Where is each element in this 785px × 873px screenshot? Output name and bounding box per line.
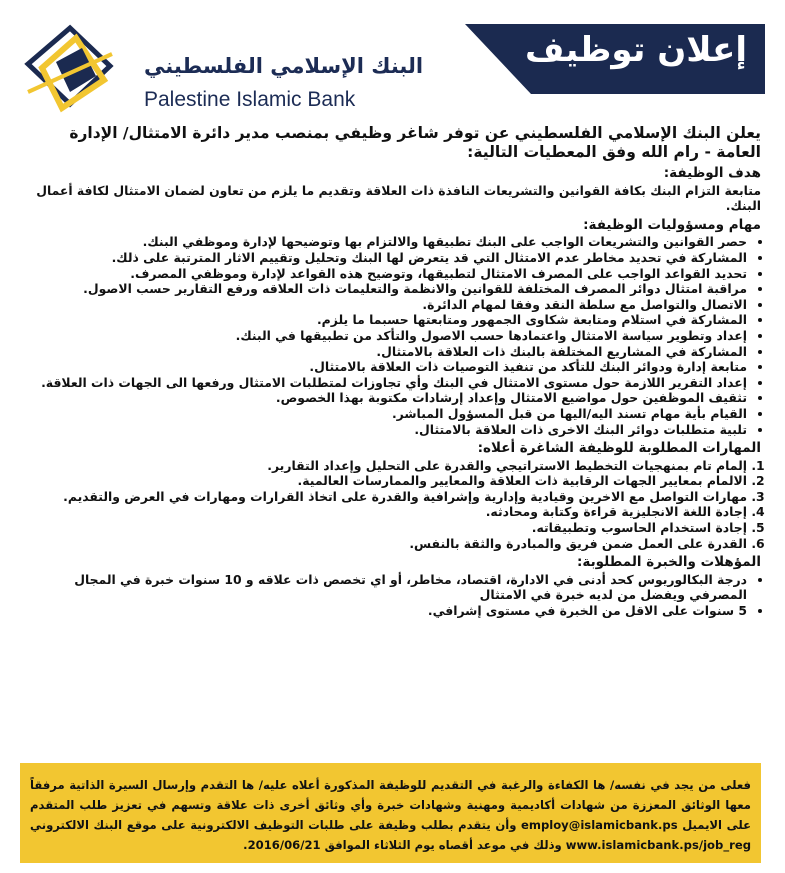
list-item: 5. إجادة استخدام الحاسوب وتطبيقاته. xyxy=(20,520,747,536)
list-item: • إعداد وتطوير سياسة الامتثال واعتمادها حسب الاصول والتأكد من تطبيقها في البنك. xyxy=(20,328,747,344)
list-item: • درجة البكالوريوس كحد أدنى في الادارة، اقتصاد، مخاطر، أو اي تخصص ذات علاقه و 10 سنوات خبرة في المجال المصرفي ويفضل من لديه خبرة في الامتثال xyxy=(20,572,747,603)
page-title: إعلان توظيف xyxy=(524,30,747,70)
bank-emblem-icon xyxy=(22,22,122,117)
list-item: • تثقيف الموظفين حول مواضيع الامتثال وإعداد إرشادات مكتوبة بهذا الخصوص. xyxy=(20,390,747,406)
list-item: • حصر القوانين والتشريعات الواجب على البنك تطبيقها والالتزام بها وتوضيحها لإدارة وموظفي البنك. xyxy=(20,234,747,250)
duties-heading: مهام ومسؤوليات الوظيفة: xyxy=(583,216,761,233)
list-item: 2. الالمام بمعايير الجهات الرقابية ذات العلاقة والمعايير والممارسات العالمية. xyxy=(20,473,747,489)
list-item: • المشاركة في المشاريع المختلفة بالبنك ذات العلاقة بالامتثال. xyxy=(20,344,747,360)
list-item: • القيام بأية مهام تسند اليه/اليها من قبل المسؤول المباشر. xyxy=(20,406,747,422)
list-item: 6. القدرة على العمل ضمن فريق والمبادرة والثقة بالنفس. xyxy=(20,536,747,552)
list-item: 3. مهارات التواصل مع الاخرين وقيادية وإدارية وإشرافية والقدرة على اتخاذ القرارات ومهارات في العرض والتقديم. xyxy=(20,489,747,505)
ad-body xyxy=(20,124,761,619)
application-instructions: فعلى من يجد في نفسه/ ها الكفاءة والرغبة في التقديم للوظيفة المذكورة أعلاه عليه/ ها التقدم وإرسال السيرة الذاتية مرفقاً معها الوثائق المعززة من شهادات أكاديمية ومهنية وشهادات خبرة وأي وثائق أخرى ذات علاقة وتسهم في تعزيز طلب المتقدم على الايميل employ@islamicbank.ps وأن يتقدم بطلب وظيفة على طلبات التوظيف الالكترونية على موقع البنك الالكتروني www.islamicbank.ps/job_reg وذلك في موعد أقصاه يوم الثلاثاء الموافق 2016/06/21. xyxy=(20,763,761,863)
skills-list xyxy=(20,458,761,552)
list-item: • 5 سنوات على الاقل من الخبرة في مستوى إشرافي. xyxy=(20,603,747,619)
goal-text: متابعة التزام البنك بكافة القوانين والتشريعات النافذة ذات العلاقة وتقديم ما يلزم من تعاون لضمان الامتثال لكافة أعمال البنك. xyxy=(36,182,761,214)
bank-name-english: Palestine Islamic Bank xyxy=(144,88,356,111)
qualifications-heading: المؤهلات والخبرة المطلوبة: xyxy=(576,554,761,571)
list-item: • متابعة إدارة ودوائر البنك للتأكد من تنفيذ التوصيات ذات العلاقة بالامتثال. xyxy=(20,359,747,375)
list-item: • إعداد التقرير اللازمة حول مستوى الامتثال في البنك وأي تجاوزات لمتطلبات الامتثال ورفعها الى الجهات ذات العلاقة. xyxy=(20,375,747,391)
list-item: • تلبية متطلبات دوائر البنك الاخرى ذات العلاقة بالامتثال. xyxy=(20,422,747,438)
intro-text: يعلن البنك الإسلامي الفلسطيني عن توفر شاغر وظيفي بمنصب مدير دائرة الامتثال/ الإدارة العامة - رام الله وفق المعطيات التالية: xyxy=(69,124,761,161)
skills-heading: المهارات المطلوبة للوظيفة الشاغرة أعلاه: xyxy=(477,440,761,457)
bank-logo xyxy=(22,22,424,117)
list-item: 1. إلمام تام بمنهجيات التخطيط الاستراتيجي والقدرة على التحليل وإعداد التقارير. xyxy=(20,458,747,474)
goal-heading: هدف الوظيفة: xyxy=(663,165,761,181)
list-item: • الاتصال والتواصل مع سلطة النقد وفقا لمهام الدائرة. xyxy=(20,297,747,313)
list-item: • مراقبة امتثال دوائر المصرف المختلفة للقوانين والانظمة والتعليمات ذات العلاقه ورفع التقارير حسب الاصول. xyxy=(20,281,747,297)
list-item: 4. إجادة اللغة الانجليزية قراءة وكتابة ومحادثه. xyxy=(20,504,747,520)
list-item: • المشاركة في استلام ومتابعة شكاوى الجمهور ومتابعتها حسبما ما يلزم. xyxy=(20,312,747,328)
bank-name-arabic: البنك الإسلامي الفلسطيني xyxy=(144,54,424,78)
duties-list xyxy=(20,234,761,437)
list-item: • المشاركة في تحديد مخاطر عدم الامتثال التي قد يتعرض لها البنك وتحليل وتقييم الاثار المترتبة على ذلك. xyxy=(20,250,747,266)
list-item: • تحديد القواعد الواجب على المصرف الامتثال لتطبيقها، وتوضيح هذه القواعد لإدارة وموظفي المصرف. xyxy=(20,266,747,282)
qualifications-list xyxy=(20,572,761,619)
